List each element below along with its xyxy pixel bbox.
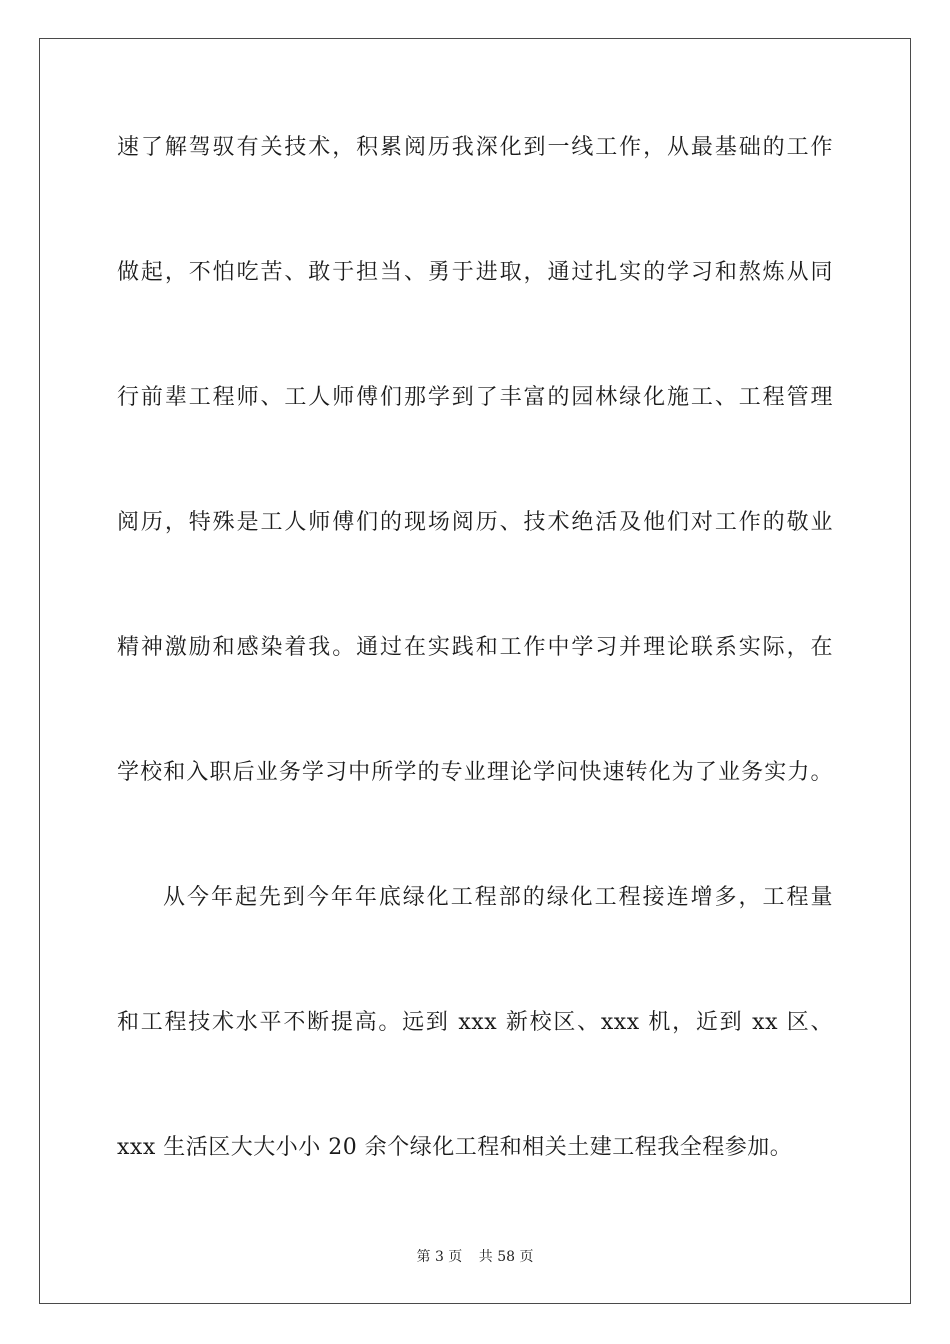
page-footer [0, 1248, 950, 1266]
paragraph-line-5: 精神激励和感染着我。通过在实践和工作中学习并理论联系实际，在 [117, 635, 833, 660]
paragraph-line-6: 学校和入职后业务学习中所学的专业理论学问快速转化为了业务实力。 [117, 760, 833, 785]
paragraph-line-9: xxx 生活区大大小小 20 余个绿化工程和相关土建工程我全程参加。 [117, 1135, 793, 1160]
paragraph-line-2: 做起，不怕吃苦、敢于担当、勇于进取，通过扎实的学习和熬炼从同 [117, 260, 833, 285]
paragraph-line-4: 阅历，特殊是工人师傅们的现场阅历、技术绝活及他们对工作的敬业 [117, 510, 833, 535]
page-border [39, 38, 911, 1304]
page-number: 第 3 页 [416, 1249, 463, 1265]
paragraph-line-8: 和工程技术水平不断提高。远到 xxx 新校区、xxx 机，近到 xx 区、 [117, 1010, 833, 1035]
paragraph-line-3: 行前辈工程师、工人师傅们那学到了丰富的园林绿化施工、工程管理 [117, 385, 833, 410]
paragraph-line-1: 速了解驾驭有关技术，积累阅历我深化到一线工作，从最基础的工作 [117, 135, 833, 160]
page-total: 共 58 页 [478, 1249, 534, 1265]
paragraph-line-7: 从今年起先到今年年底绿化工程部的绿化工程接连增多，工程量 [163, 885, 833, 910]
